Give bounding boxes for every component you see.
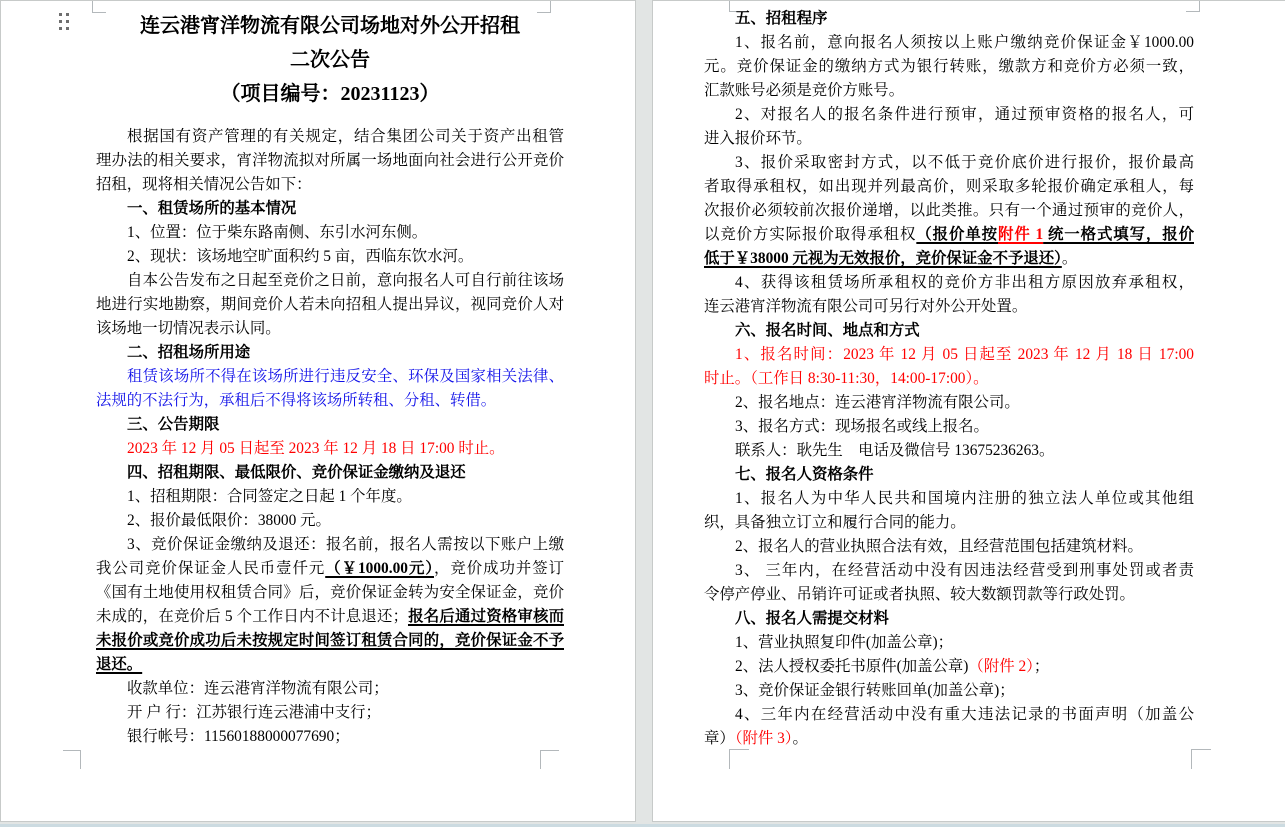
- text-segment: 开 户 行：江苏银行连云港浦中支行；: [127, 704, 381, 721]
- text-segment: 四、招租期限、最低限价、竞价保证金缴纳及退还: [127, 464, 466, 481]
- text-line: [96, 197, 564, 221]
- text-line: [704, 271, 1194, 295]
- text-segment: 二、招租场所用途: [127, 344, 251, 361]
- text-segment: 元。竞价保证金的缴纳方式为银行转账，缴款方和竞价方必须一致，: [704, 58, 1194, 75]
- text-line: [704, 487, 1194, 511]
- text-segment: （附件 2）: [968, 658, 1034, 675]
- margin-crop-mark: [63, 750, 81, 769]
- text-segment: ；: [1033, 658, 1050, 675]
- text-segment: 3、竞价保证金缴纳及退还：报名前，报名人需按以下账户上缴: [127, 536, 564, 553]
- text-segment: 统一格式填写，报价: [1043, 226, 1194, 243]
- text-line: [704, 175, 1194, 199]
- text-segment: 根据国有资产管理的有关规定，结合集团公司关于资产出租管: [127, 128, 564, 145]
- text-segment: 2023 年 12 月 05 日起至 2023 年 12 月 18 日 17:00 时止。: [127, 440, 505, 457]
- text-line: [704, 727, 1194, 751]
- text-line: [704, 679, 1194, 703]
- text-segment: 七、报名人资格条件: [735, 466, 874, 483]
- text-line: [704, 439, 1194, 463]
- text-line: [704, 631, 1194, 655]
- text-segment: 《国有土地使用权租赁合同》后，竞价保证金转为安全保证金，竞价: [96, 584, 564, 601]
- text-line: [96, 413, 564, 437]
- text-line: [96, 437, 564, 461]
- text-line: [704, 247, 1194, 271]
- text-segment: 时止。（工作日 8:30-11:30，14:00-17:00）。: [704, 370, 989, 387]
- text-segment: 该场地一切情况表示认同。: [96, 320, 281, 337]
- margin-crop-mark: [1191, 749, 1211, 769]
- text-line: [704, 559, 1194, 583]
- text-line: [704, 7, 1194, 31]
- text-line: [704, 391, 1194, 415]
- doc-title-line-3: （项目编号：20231123）: [220, 83, 440, 105]
- text-segment: 织，具备独立订立和履行合同的能力。: [704, 514, 966, 531]
- text-segment: 1、报名前，意向报名人须按以上账户缴纳竞价保证金￥1000.00: [735, 34, 1194, 51]
- text-segment: （报价单按: [916, 226, 998, 243]
- text-segment: 一、租赁场所的基本情况: [127, 200, 297, 217]
- text-segment: 2、对报名人的报名条件进行预审，通过预审资格的报名人，可: [735, 106, 1194, 123]
- text-line: [96, 269, 564, 293]
- text-line: [96, 701, 564, 725]
- text-segment: 2、报名人的营业执照合法有效，且经营范围包括建筑材料。: [735, 538, 1143, 555]
- text-segment: 1、营业执照复印件(加盖公章)；: [735, 634, 954, 651]
- text-line: [96, 173, 564, 197]
- text-line: [96, 149, 564, 173]
- text-segment: 1、报名人为中华人民共和国境内注册的独立法人单位或其他组: [735, 490, 1194, 507]
- text-line: [704, 199, 1194, 223]
- text-segment: 令停产停业、吊销许可证或者执照、较大数额罚款等行政处罚。: [704, 586, 1135, 603]
- text-line: [704, 31, 1194, 55]
- text-line: [704, 703, 1194, 727]
- text-segment: 自本公告发布之日起至竞价之日前，意向报名人可自行前往该场: [127, 272, 564, 289]
- text-line: [96, 317, 564, 341]
- text-line: [96, 509, 564, 533]
- drag-handle-icon[interactable]: [59, 13, 73, 31]
- text-segment: 2、报价最低限价：38000 元。: [127, 512, 331, 529]
- text-line: [96, 725, 564, 749]
- text-segment: （￥1000.00元）: [325, 560, 434, 577]
- text-line: [96, 221, 564, 245]
- text-segment: 收款单位：连云港宵洋物流有限公司；: [127, 680, 389, 697]
- text-line: [704, 655, 1194, 679]
- text-line: [704, 343, 1194, 367]
- text-segment: 汇款账号必须是竞价方账号。: [704, 82, 905, 99]
- text-segment: 次报价必须较前次报价递增，以此类推。只有一个通过预审的竞价人，: [704, 202, 1194, 219]
- margin-crop-mark: [729, 749, 749, 769]
- doc-title-line-2: 二次公告: [290, 49, 370, 71]
- page-2-content: [704, 7, 1194, 751]
- text-segment: 地进行实地勘察，期间竞价人若未向招租人提出异议，视同竞价人对: [96, 296, 564, 313]
- text-line: [704, 151, 1194, 175]
- text-segment: 低于￥38000 元视为无效报价，竞价保证金不予退还）: [704, 250, 1062, 267]
- text-segment: 者取得承租权，如出现并列最高价，则采取多轮报价确定承租人，每: [704, 178, 1194, 195]
- text-segment: 。: [1061, 250, 1078, 267]
- text-segment: ，竞价成功并签订: [434, 560, 564, 577]
- text-segment: 八、报名人需提交材料: [735, 610, 889, 627]
- text-segment: 联系人：耿先生 电话及微信号 13675236263。: [735, 442, 1055, 459]
- text-line: [96, 533, 564, 557]
- text-line: [96, 485, 564, 509]
- text-segment: 三、公告期限: [127, 416, 220, 433]
- text-line: [96, 125, 564, 149]
- text-segment: 3、报价采取密封方式，以不低于竞价底价进行报价，报价最高: [735, 154, 1194, 171]
- text-line: [704, 367, 1194, 391]
- text-segment: 法规的不法行为，承租后不得将该场所转租、分租、转借。: [96, 392, 497, 409]
- text-line: [96, 677, 564, 701]
- text-line: [704, 295, 1194, 319]
- doc-title-line-1: 连云港宵洋物流有限公司场地对外公开招租: [140, 15, 520, 37]
- text-segment: 理办法的相关要求，宵洋物流拟对所属一场地面向社会进行公开竞价: [96, 152, 564, 169]
- text-segment: 我公司竞价保证金人民币壹仟元: [96, 560, 326, 577]
- text-segment: 4、获得该租赁场所承租权的竞价方非出租方原因放弃承租权，: [735, 274, 1194, 291]
- margin-crop-mark: [540, 750, 559, 769]
- text-line: [704, 223, 1194, 247]
- text-line: [704, 607, 1194, 631]
- text-line: [704, 463, 1194, 487]
- text-line: [96, 581, 564, 605]
- text-line: [704, 415, 1194, 439]
- text-line: [96, 365, 564, 389]
- text-line: [704, 583, 1194, 607]
- text-segment: 1、位置：位于柴东路南侧、东引水河东侧。: [127, 224, 428, 241]
- text-segment: 招租，现将相关情况公告如下：: [96, 176, 312, 193]
- page-1[interactable]: [0, 0, 636, 822]
- canvas-bottom-strip: [0, 822, 1285, 827]
- text-segment: 以竞价方实际报价取得承租权: [704, 226, 917, 243]
- text-line: [704, 535, 1194, 559]
- text-segment: 五、招租程序: [735, 10, 828, 27]
- text-segment: （附件 3）: [734, 730, 793, 747]
- text-segment: 2、现状：该场地空旷面积约 5 亩，西临东饮水河。: [127, 248, 474, 265]
- text-line: [704, 127, 1194, 151]
- text-line: [96, 341, 564, 365]
- text-segment: 未成的，在竞价后 5 个工作日内不计息退还；: [96, 608, 408, 625]
- page-1-body: [96, 125, 564, 749]
- text-line: [96, 557, 564, 581]
- text-line: [704, 55, 1194, 79]
- text-segment: 3、竞价保证金银行转账回单(加盖公章)；: [735, 682, 1015, 699]
- text-line: [96, 629, 564, 653]
- text-line: [704, 79, 1194, 103]
- text-segment: 章）: [704, 730, 735, 747]
- text-segment: 报名后通过资格审核而: [407, 608, 564, 625]
- text-line: [704, 511, 1194, 535]
- title-spacer: [96, 111, 564, 125]
- text-segment: 2、报名地点：连云港宵洋物流有限公司。: [735, 394, 1020, 411]
- text-segment: 附件 1: [998, 226, 1044, 243]
- page-1-content: [96, 9, 564, 749]
- text-segment: 六、报名时间、地点和方式: [735, 322, 920, 339]
- page-2[interactable]: [652, 0, 1285, 822]
- text-segment: 银行帐号：11560188000077690；: [127, 728, 350, 745]
- text-segment: 3、 三年内，在经营活动中没有因违法经营受到刑事处罚或者责: [735, 562, 1194, 579]
- text-line: [96, 245, 564, 269]
- text-line: [96, 653, 564, 677]
- text-line: [96, 389, 564, 413]
- text-segment: 进入报价环节。: [704, 130, 812, 147]
- text-segment: 连云港宵洋物流有限公司可另行对外公开处置。: [704, 298, 1028, 315]
- text-segment: 退还。: [96, 656, 143, 673]
- text-segment: 未报价或竞价成功后未按规定时间签订租赁合同的，竞价保证金不予: [96, 632, 564, 649]
- text-segment: 租赁该场所不得在该场所进行违反安全、环保及国家相关法律、: [127, 368, 564, 385]
- text-segment: 4、三年内在经营活动中没有重大违法记录的书面声明（加盖公: [735, 706, 1194, 723]
- text-line: [96, 605, 564, 629]
- text-line: [704, 103, 1194, 127]
- text-segment: 1、报名时间：2023 年 12 月 05 日起至 2023 年 12 月 18 日 17:00: [735, 346, 1194, 363]
- text-line: [96, 293, 564, 317]
- text-line: [96, 461, 564, 485]
- text-segment: 。: [792, 730, 808, 747]
- text-segment: 2、法人授权委托书原件(加盖公章): [735, 658, 969, 675]
- text-line: [704, 319, 1194, 343]
- text-segment: 3、报名方式：现场报名或线上报名。: [735, 418, 989, 435]
- page-2-body: [704, 7, 1194, 751]
- text-segment: 1、招租期限：合同签定之日起 1 个年度。: [127, 488, 412, 505]
